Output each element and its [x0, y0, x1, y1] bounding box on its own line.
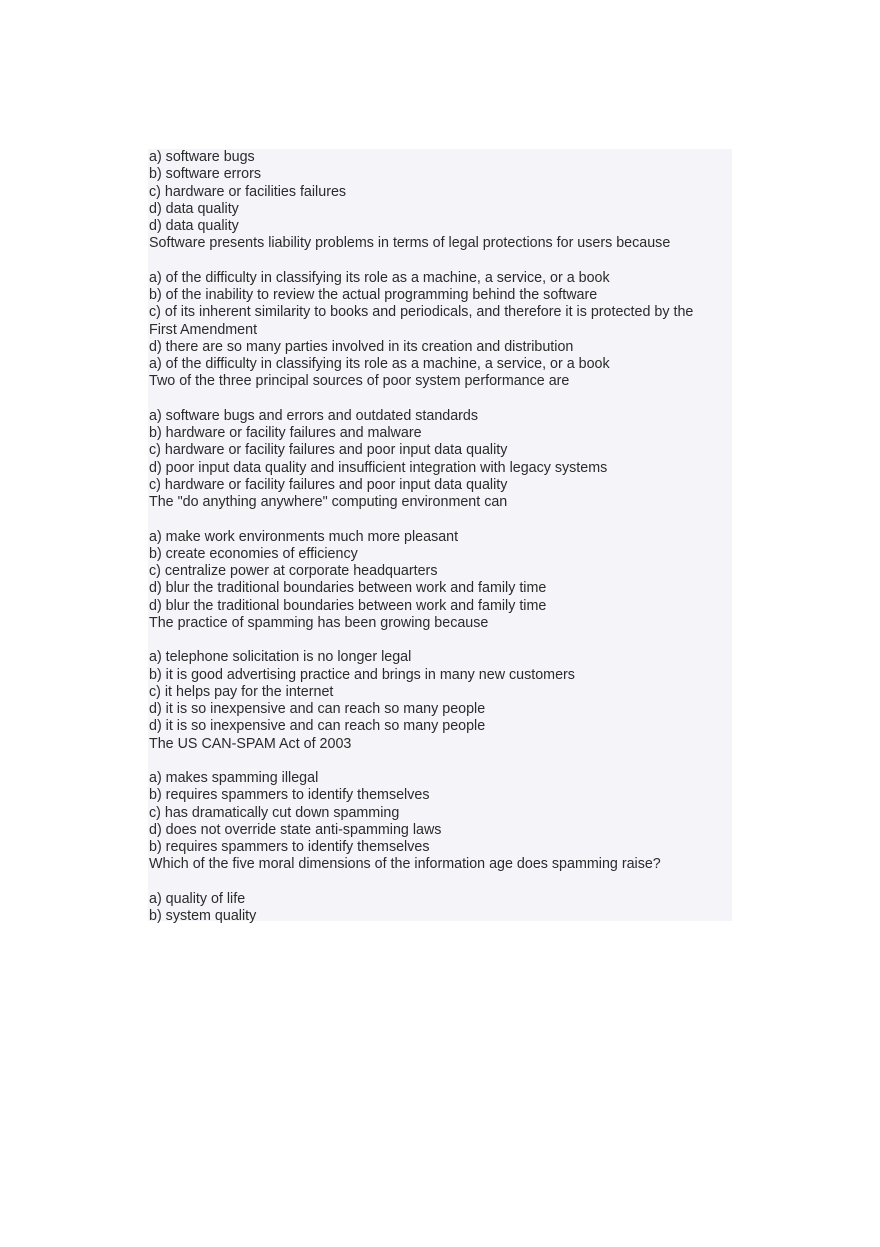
text-line: c) has dramatically cut down spamming — [149, 804, 400, 821]
text-line: d) it is so inexpensive and can reach so many people — [149, 718, 486, 735]
text-line: a) telephone solicitation is no longer legal — [149, 649, 412, 666]
text-line: d) does not override state anti-spamming laws — [149, 821, 442, 838]
text-line: Two of the three principal sources of poor system performance are — [149, 373, 570, 390]
text-line: a) makes spamming illegal — [149, 770, 319, 786]
text-line: b) create economies of efficiency — [149, 545, 358, 562]
text-line: c) centralize power at corporate headquarters — [149, 563, 438, 579]
text-line: The US CAN-SPAM Act of 2003 — [149, 735, 352, 752]
text-line: a) make work environments much more pleasant — [149, 528, 459, 545]
blank-line — [149, 253, 733, 270]
text-line: d) blur the traditional boundaries between work and family time — [149, 597, 547, 614]
text-line: Which of the five moral dimensions of the information age does spamming raise? — [149, 856, 661, 873]
text-line: c) of its inherent similarity to books and periodicals, and therefore it is protected by the — [149, 304, 694, 321]
text-line: c) hardware or facilities failures — [149, 183, 347, 200]
text-line: The practice of spamming has been growing because — [149, 614, 489, 631]
question-answer-text — [149, 149, 733, 925]
text-line: The "do anything anywhere" computing environment can — [149, 494, 508, 510]
blank-line — [149, 874, 733, 891]
text-line: a) software bugs — [149, 149, 255, 165]
text-line: d) there are so many parties involved in its creation and distribution — [149, 338, 574, 355]
text-line: c) hardware or facility failures and poor input data quality — [149, 442, 508, 459]
blank-line — [149, 753, 733, 770]
text-line: c) it helps pay for the internet — [149, 683, 334, 700]
text-line: c) hardware or facility failures and poor input data quality — [149, 476, 508, 493]
text-line: b) requires spammers to identify themselves — [149, 787, 430, 804]
text-line: d) it is so inexpensive and can reach so many people — [149, 701, 486, 717]
text-line: b) of the inability to review the actual programming behind the software — [149, 287, 598, 303]
text-line: d) data quality — [149, 200, 239, 217]
blank-line — [149, 632, 733, 649]
text-line: d) blur the traditional boundaries between work and family time — [149, 580, 547, 597]
text-line: a) quality of life — [149, 890, 246, 907]
text-line: d) poor input data quality and insufficient integration with legacy systems — [149, 459, 608, 476]
text-line: b) requires spammers to identify themselves — [149, 839, 430, 855]
text-line: b) it is good advertising practice and brings in many new customers — [149, 666, 575, 683]
text-line: a) of the difficulty in classifying its role as a machine, a service, or a book — [149, 356, 610, 372]
blank-line — [149, 511, 733, 528]
text-line: b) system quality — [149, 908, 257, 924]
text-line: Software presents liability problems in terms of legal protections for users because — [149, 235, 671, 252]
text-line: b) hardware or facility failures and malware — [149, 425, 422, 441]
text-line: a) of the difficulty in classifying its role as a machine, a service, or a book — [149, 269, 610, 286]
text-line: b) software errors — [149, 166, 262, 183]
blank-line — [149, 391, 733, 408]
text-line: First Amendment — [149, 321, 258, 338]
text-line: a) software bugs and errors and outdated standards — [149, 407, 479, 424]
text-line: d) data quality — [149, 218, 239, 234]
